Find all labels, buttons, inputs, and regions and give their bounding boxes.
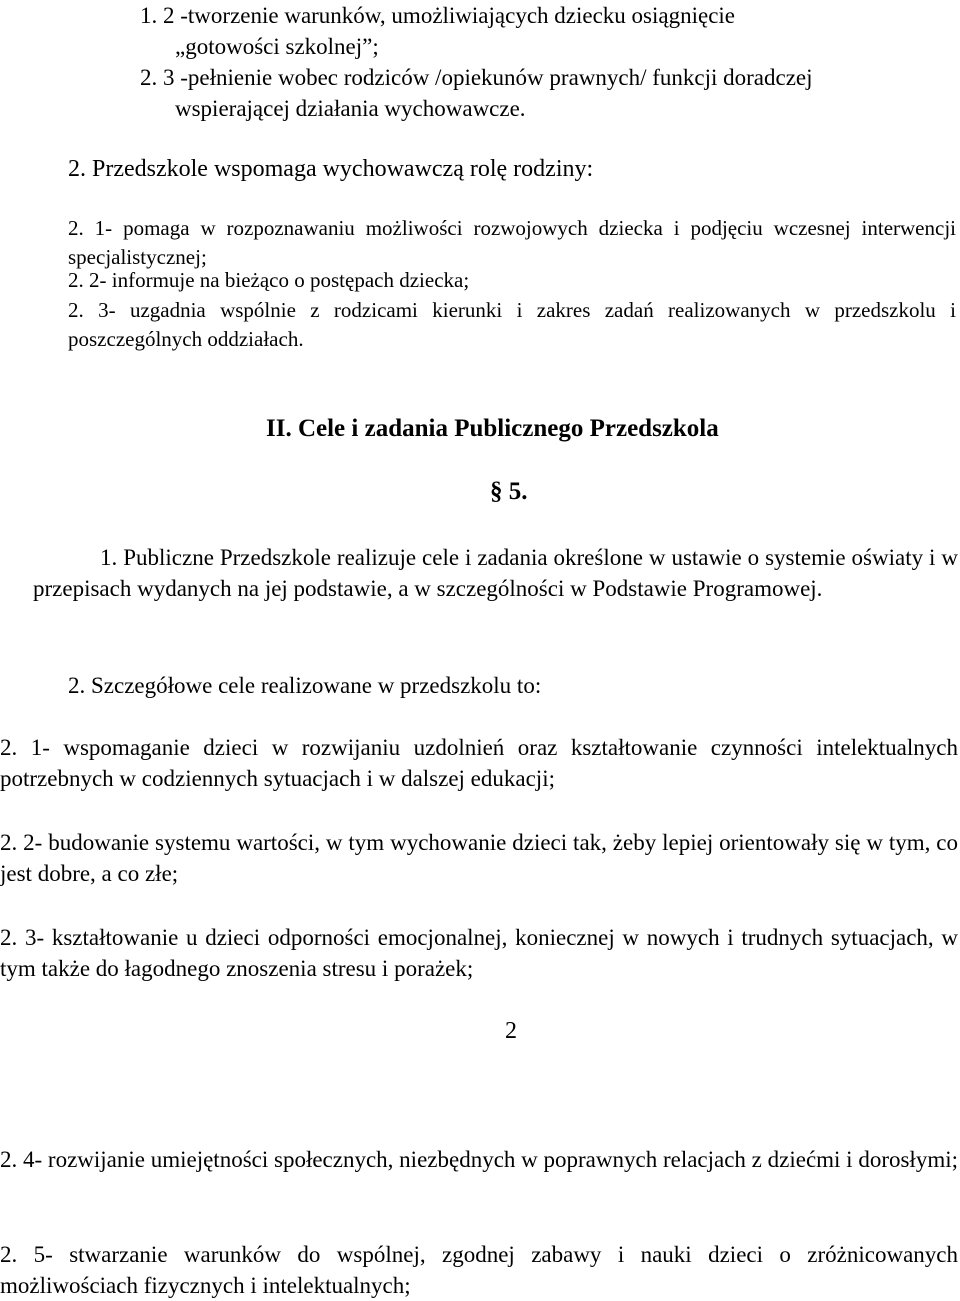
clause-1-text: 1. Publiczne Przedszkole realizuje cele i zadania określone w ustawie o systemie oświaty i w przepisach wydanych na jej podstawie, a w szczególności w Podstawie Programowej. <box>33 545 958 601</box>
goal-item-2: 2. 2- budowanie systemu wartości, w tym wychowanie dzieci tak, żeby lepiej orientowały się w tym, co jest dobre, a co złe; <box>0 830 958 886</box>
top-list-item-2 <box>140 62 960 93</box>
goal-item-3: 2. 3- kształtowanie u dzieci odporności emocjonalnej, koniecznej w nowych i trudnych sytuacjach, w tym także do łagodnego znoszenia stresu i porażek; <box>0 925 958 981</box>
clause-2: 2. Szczegółowe cele realizowane w przedszkolu to: <box>68 673 542 698</box>
goal-item-4: 2. 4- rozwijanie umiejętności społecznych, niezbędnych w poprawnych relacjach z dziećmi i dorosłymi; <box>0 1147 958 1172</box>
clause-1 <box>33 542 958 604</box>
top-list-item-1 <box>140 0 960 31</box>
top-list-item-1-line1: 1. 2 -tworzenie warunków, umożliwiających dziecku osiągnięcie <box>140 3 736 28</box>
section-2-item-3: 2. 3- uzgadnia wspólnie z rodzicami kierunki i zakres zadań realizowanych w przedszkolu i poszczególnych oddziałach. <box>68 298 956 351</box>
chapter-title: II. Cele i zadania Publicznego Przedszkola <box>266 415 719 442</box>
goal-item-5: 2. 5- stwarzanie warunków do wspólnej, zgodnej zabawy i nauki dzieci o zróżnicowanych możliwościach fizycznych i intelektualnych; <box>0 1242 958 1298</box>
top-list-item-2-cont <box>175 93 955 124</box>
top-list-item-2-line1: 2. 3 -pełnienie wobec rodziców /opiekunów prawnych/ funkcji doradczej <box>140 65 813 90</box>
section-2-heading: 2. Przedszkole wspomaga wychowawczą rolę rodziny: <box>68 156 594 182</box>
top-list-item-2-line2: wspierającej działania wychowawcze. <box>175 96 526 121</box>
top-list-item-1-line2: „gotowości szkolnej”; <box>175 34 379 59</box>
top-list-item-1-cont <box>175 31 955 62</box>
page-number: 2 <box>505 1018 517 1044</box>
section-2-item-2: 2. 2- informuje na bieżąco o postępach dziecka; <box>68 268 470 292</box>
paragraph-mark: § 5. <box>490 478 528 505</box>
goal-item-1: 2. 1- wspomaganie dzieci w rozwijaniu uzdolnień oraz kształtowanie czynności intelektualnych potrzebnych w codziennych sytuacjach i w dalszej edukacji; <box>0 735 958 791</box>
section-2-item-1: 2. 1- pomaga w rozpoznawaniu możliwości rozwojowych dziecka i podjęciu wczesnej interwencji specjalistycznej; <box>68 216 956 269</box>
